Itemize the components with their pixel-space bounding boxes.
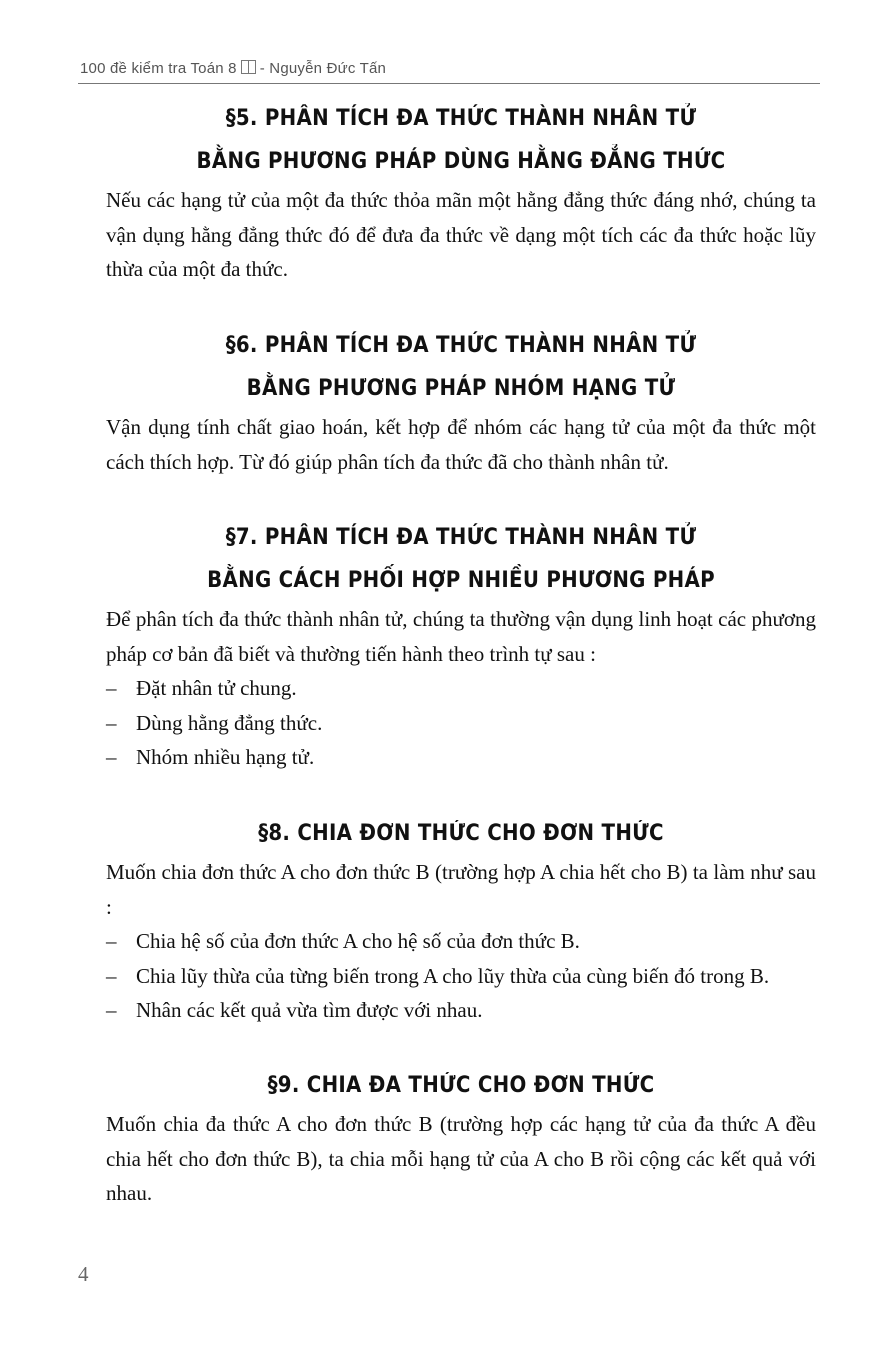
section-5-paragraph: Nếu các hạng tử của một đa thức thỏa mãn một hằng đẳng thức đáng nhớ, chúng ta vận dụng hằng đẳng thức đó để đưa đa thức về dạng một tích các đa thức hoặc lũy thừa của một đa thức. bbox=[106, 188, 816, 281]
section-5 bbox=[106, 97, 816, 287]
page-number: 4 bbox=[78, 1262, 89, 1286]
section-9-title: §9. CHIA ĐA THỨC CHO ĐƠN THỨC bbox=[267, 1073, 655, 1098]
section-9 bbox=[106, 1064, 816, 1211]
section-7-steps bbox=[106, 671, 816, 775]
section-8 bbox=[106, 812, 816, 1028]
bullet-dash: – bbox=[106, 963, 117, 988]
list-item: – Chia lũy thừa của từng biến trong A cho lũy thừa của cùng biến đó trong B. bbox=[106, 959, 816, 994]
bullet-dash: – bbox=[106, 676, 117, 700]
book-icon bbox=[241, 60, 256, 74]
list-item: – Nhóm nhiều hạng tử. bbox=[106, 740, 816, 775]
header-book-title: 100 đề kiểm tra Toán 8 bbox=[80, 60, 237, 77]
section-6 bbox=[106, 324, 816, 479]
bullet-dash: – bbox=[106, 745, 117, 769]
header-author: - Nguyễn Đức Tấn bbox=[259, 60, 387, 77]
list-item: – Chia hệ số của đơn thức A cho hệ số của đơn thức B. bbox=[106, 924, 816, 959]
section-7-title-line-1: §7. PHÂN TÍCH ĐA THỨC THÀNH NHÂN TỬ bbox=[225, 525, 697, 550]
section-6-paragraph: Vận dụng tính chất giao hoán, kết hợp để nhóm các hạng tử của một đa thức một cách thích hợp. Từ đó giúp phân tích đa thức đã cho thành nhân tử. bbox=[106, 415, 816, 474]
section-7 bbox=[106, 516, 816, 775]
list-item: – Đặt nhân tử chung. bbox=[106, 671, 816, 706]
list-item: – Dùng hằng đẳng thức. bbox=[106, 706, 816, 741]
section-8-steps bbox=[106, 924, 816, 1028]
bullet-dash: – bbox=[106, 998, 117, 1022]
section-8-title: §8. CHIA ĐƠN THỨC CHO ĐƠN THỨC bbox=[258, 821, 664, 846]
header-rule bbox=[78, 83, 820, 84]
bullet-dash: – bbox=[106, 929, 117, 953]
section-7-title-line-2: BẰNG CÁCH PHỐI HỢP NHIỀU PHƯƠNG PHÁP bbox=[207, 568, 715, 593]
section-7-paragraph: Để phân tích đa thức thành nhân tử, chúng ta thường vận dụng linh hoạt các phương pháp cơ bản đã biết và thường tiến hành theo trình tự sau : bbox=[106, 607, 816, 666]
bullet-dash: – bbox=[106, 710, 117, 735]
list-item: – Nhân các kết quả vừa tìm được với nhau. bbox=[106, 993, 816, 1028]
section-5-title-line-2: BẰNG PHƯƠNG PHÁP DÙNG HẰNG ĐẲNG THỨC bbox=[196, 149, 726, 174]
running-header bbox=[80, 60, 820, 77]
section-6-title-line-1: §6. PHÂN TÍCH ĐA THỨC THÀNH NHÂN TỬ bbox=[225, 333, 697, 358]
section-6-title-line-2: BẰNG PHƯƠNG PHÁP NHÓM HẠNG TỬ bbox=[246, 376, 676, 401]
section-8-paragraph: Muốn chia đơn thức A cho đơn thức B (trường hợp A chia hết cho B) ta làm như sau : bbox=[106, 860, 816, 919]
section-9-paragraph: Muốn chia đa thức A cho đơn thức B (trường hợp các hạng tử của đa thức A đều chia hết cho đơn thức B), ta chia mỗi hạng tử của A cho B rồi cộng các kết quả với nhau. bbox=[106, 1112, 816, 1205]
section-5-title-line-1: §5. PHÂN TÍCH ĐA THỨC THÀNH NHÂN TỬ bbox=[225, 106, 697, 131]
